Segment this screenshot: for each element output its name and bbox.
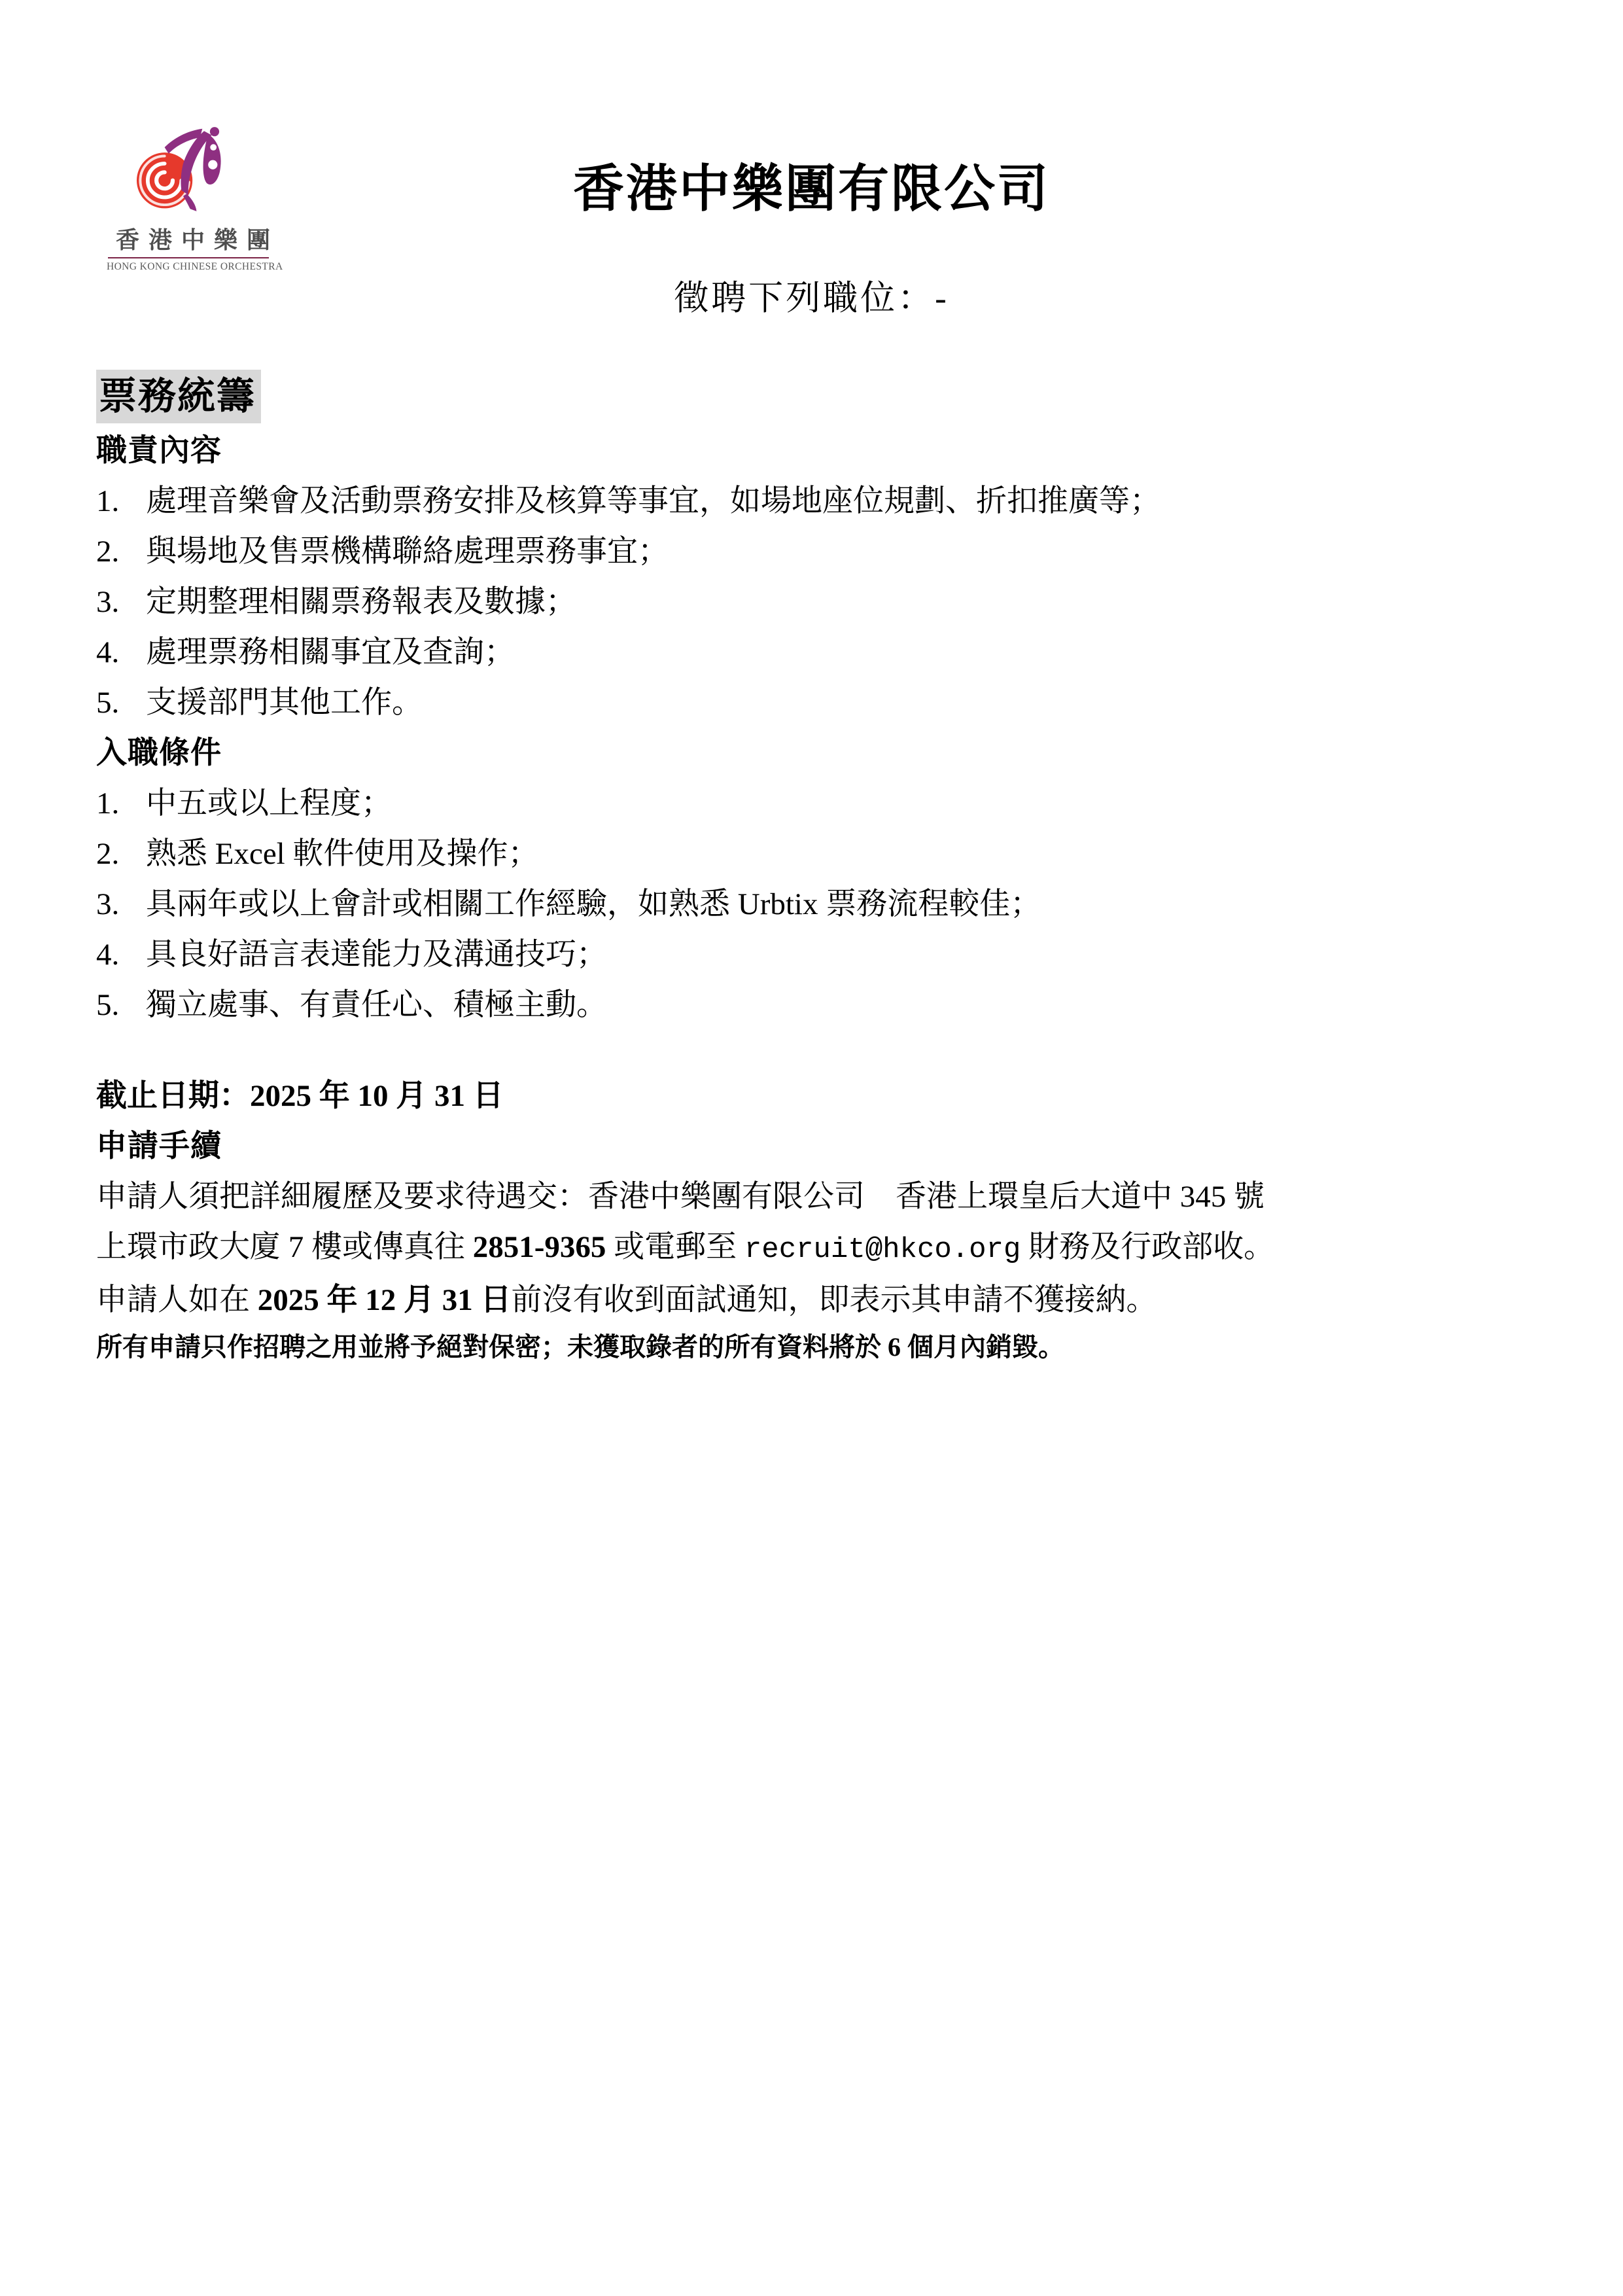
- list-marker: 5.: [96, 988, 120, 1022]
- text-segment: 2025 年 12 月 31 日: [257, 1283, 512, 1317]
- hkco-logo-mark: [116, 120, 261, 218]
- job-title-line: [96, 370, 1527, 426]
- list-item: [96, 678, 1527, 728]
- list-item: [96, 476, 1527, 527]
- list-item-text: 熟悉 Excel 軟件使用及操作；: [146, 837, 539, 871]
- apply-line-3: [96, 1275, 1527, 1326]
- text-segment: 申請人如在: [96, 1283, 258, 1317]
- list-marker: 3.: [96, 887, 120, 921]
- text-segment: 2851-9365: [472, 1230, 606, 1264]
- list-item: [96, 527, 1527, 577]
- section-heading-requirements: 入職條件: [96, 736, 222, 770]
- list-marker: 1.: [96, 786, 120, 821]
- list-item-text: 具良好語言表達能力及溝通技巧；: [146, 938, 607, 972]
- list-marker: 1.: [96, 484, 120, 518]
- list-item-text: 中五或以上程度；: [146, 786, 392, 821]
- text-segment: 前沒有收到面試通知，即表示其申請不獲接納。: [511, 1283, 1157, 1317]
- logo-en-text: HONG KONG CHINESE ORCHESTRA: [107, 261, 283, 272]
- list-marker: 2.: [96, 837, 120, 871]
- deadline-line: 截止日期：2025 年 10 月 31 日: [96, 1079, 504, 1113]
- list-item-text: 處理票務相關事宜及查詢；: [146, 635, 515, 669]
- text-segment: 申請人須把詳細履歷及要求待遇交：香港中樂團有限公司 香港上環皇后大道中 345 號: [96, 1180, 1265, 1214]
- company-title: 香港中樂團有限公司: [572, 160, 1050, 217]
- list-item: [96, 829, 1527, 879]
- requirements-list: [96, 779, 1527, 1031]
- list-item-text: 支援部門其他工作。: [146, 686, 423, 720]
- text-segment: 或電郵至: [606, 1230, 744, 1264]
- list-item-text: 定期整理相關票務報表及數據；: [146, 585, 576, 619]
- logo-divider: [108, 257, 269, 258]
- privacy-note: 所有申請只作招聘之用並將予絕對保密；未獲取錄者的所有資料將於 6 個月內銷毀。: [96, 1332, 1064, 1362]
- list-item: [96, 930, 1527, 980]
- list-marker: 3.: [96, 585, 120, 619]
- list-marker: 4.: [96, 938, 120, 972]
- list-item: [96, 779, 1527, 829]
- logo-cjk-text: 香港中樂團: [116, 227, 280, 253]
- list-marker: 4.: [96, 635, 120, 669]
- list-item: [96, 879, 1527, 930]
- email-text: recruit@hkco.org: [744, 1233, 1021, 1266]
- list-marker: 5.: [96, 686, 120, 720]
- hkco-logo: [107, 120, 283, 273]
- list-item: [96, 577, 1527, 627]
- apply-line-1: [96, 1172, 1527, 1222]
- list-item-text: 具兩年或以上會計或相關工作經驗，如熟悉 Urbtix 票務流程較佳；: [146, 887, 1041, 921]
- apply-line-2: [96, 1222, 1527, 1275]
- list-item-text: 獨立處事、有責任心、積極主動。: [146, 988, 607, 1022]
- text-segment: 上環市政大廈 7 樓或傳真往: [96, 1230, 473, 1264]
- list-item-text: 與場地及售票機構聯絡處理票務事宜；: [146, 535, 669, 569]
- list-marker: 2.: [96, 535, 120, 569]
- document-body: [96, 370, 1527, 1369]
- recruitment-subtitle: 徵聘下列職位：-: [674, 279, 949, 317]
- section-heading-apply: 申請手續: [96, 1129, 222, 1163]
- section-heading-duties: 職責內容: [96, 434, 222, 468]
- text-segment: 財務及行政部收。: [1021, 1230, 1275, 1264]
- list-item: [96, 627, 1527, 678]
- job-title-highlighted: 票務統籌: [96, 370, 261, 423]
- list-item: [96, 980, 1527, 1031]
- duties-list: [96, 476, 1527, 728]
- list-item-text: 處理音樂會及活動票務安排及核算等事宜，如場地座位規劃、折扣推廣等；: [146, 484, 1161, 518]
